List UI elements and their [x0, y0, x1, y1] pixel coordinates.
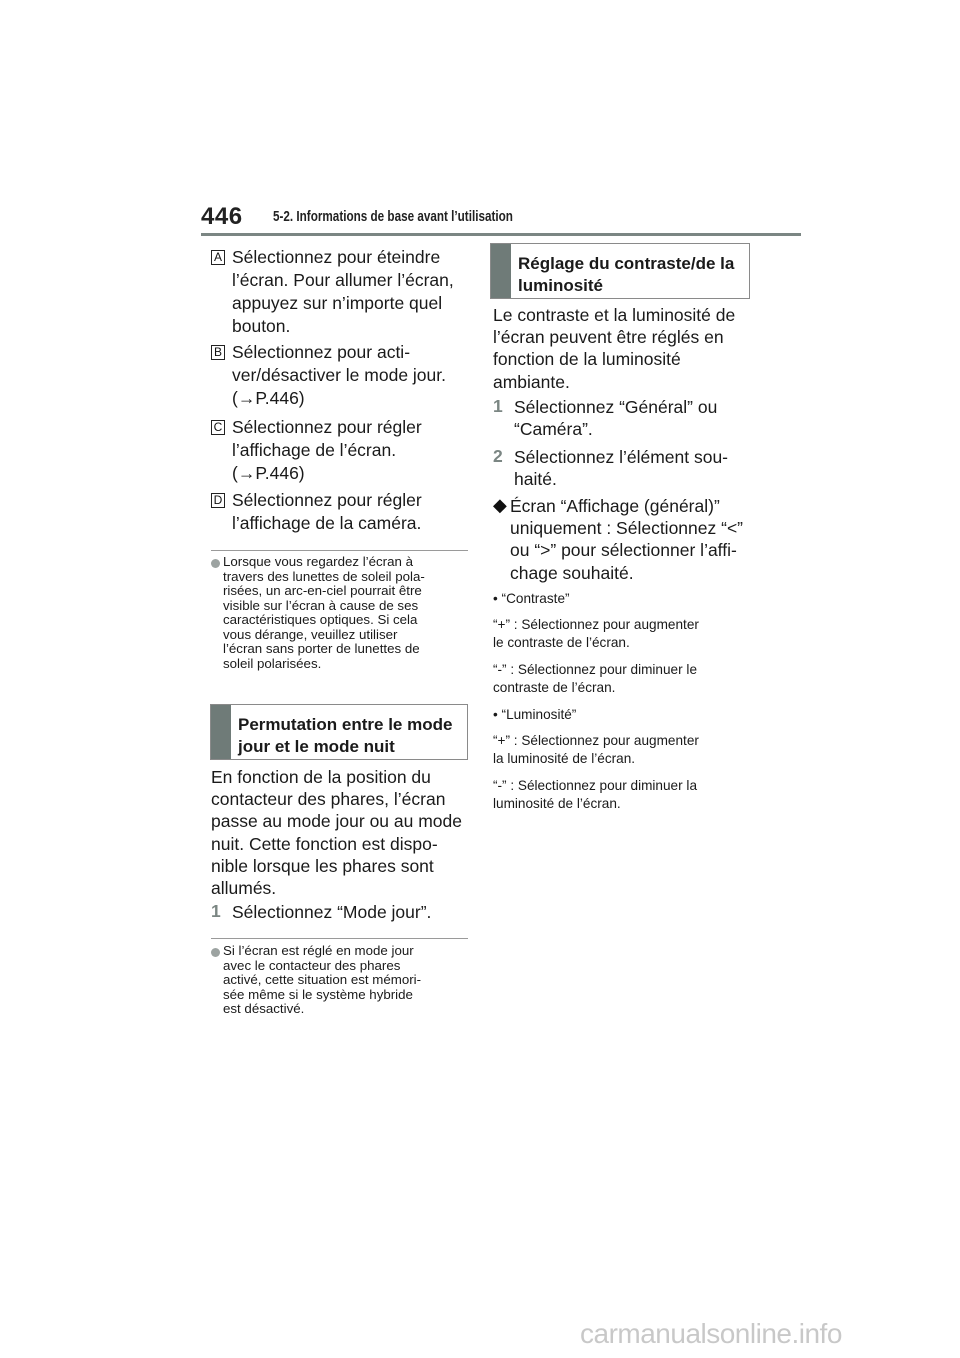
step-text [514, 446, 728, 490]
note-day-mode-memory [223, 944, 421, 1017]
luminosite-minus [493, 777, 697, 813]
note-line: visible sur l’écran à cause de ses [223, 597, 419, 613]
paragraph-line: l’écran peuvent être réglés en [493, 327, 724, 348]
paragraph-line: allumés. [211, 878, 277, 899]
step-line: haité. [514, 469, 557, 490]
item-a-line: l’écran. Pour allumer l’écran, [232, 270, 454, 290]
note-line: soleil polarisées. [223, 655, 322, 671]
section-heading-contrast [490, 243, 750, 299]
item-c-line: Sélectionnez pour régler [232, 417, 422, 437]
instruction-line: ou “>” pour sélectionner l’affi- [510, 540, 737, 561]
item-b-line: ver/désactiver le mode jour. [232, 365, 446, 385]
step-line: Sélectionnez l’élément sou- [514, 447, 729, 467]
header-rule [201, 233, 801, 236]
item-d-line: l’affichage de la caméra. [232, 513, 422, 533]
item-c-text [232, 416, 422, 485]
note-line: risées, un arc-en-ciel pourrait être [223, 583, 422, 598]
section-title: 5-2. Informations de base avant l’utilisation [273, 208, 513, 225]
note-divider [211, 938, 468, 939]
item-d-text [232, 489, 422, 535]
instruction-line: uniquement : Sélectionnez “<” [510, 518, 743, 539]
item-c-line: l’affichage de l’écran. [232, 440, 397, 460]
step-text [514, 396, 717, 440]
note-line: Lorsque vous regardez l’écran à [223, 554, 413, 569]
item-c-line: (→P.446) [232, 463, 305, 483]
item-a-line: appuyez sur n’importe quel [232, 293, 443, 313]
contraste-label: • “Contraste” [493, 591, 570, 606]
heading-accent-bar [491, 244, 511, 298]
luminosite-label: • “Luminosité” [493, 707, 577, 722]
contrast-paragraph [493, 304, 735, 393]
label-c-box: C [211, 420, 225, 435]
heading-line: Réglage du contraste/de la [518, 254, 735, 273]
contraste-plus-line: “+” : Sélectionnez pour augmenter [493, 617, 699, 632]
diamond-bullet-icon: ◆ [493, 495, 507, 515]
luminosite-plus-line: la luminosité de l’écran. [493, 751, 636, 766]
page-number: 446 [201, 203, 243, 230]
step-line: “Caméra”. [514, 419, 593, 440]
step-text: Sélectionnez “Mode jour”. [232, 902, 432, 922]
note-line: vous dérange, veuillez utiliser [223, 626, 398, 642]
item-a-line: bouton. [232, 316, 291, 336]
paragraph-line: nuit. Cette fonction est dispo- [211, 833, 438, 854]
step-line: Sélectionnez “Général” ou [514, 397, 718, 417]
label-b-box: B [211, 345, 225, 360]
instruction-line: Écran “Affichage (général)” [510, 496, 720, 516]
item-b-line: Sélectionnez pour acti- [232, 342, 411, 362]
instruction-line: chage souhaité. [510, 562, 634, 583]
heading-line: luminosité [518, 276, 604, 295]
note-line: activé, cette situation est mémori- [223, 972, 422, 987]
watermark: carmanualsonline.info [580, 1318, 842, 1349]
step-number: 1 [493, 396, 503, 416]
contraste-minus-line: contraste de l’écran. [493, 680, 616, 695]
contraste-plus [493, 616, 699, 652]
item-b-text [232, 341, 446, 410]
day-night-paragraph [211, 766, 462, 899]
note-polarized-glasses [223, 555, 425, 671]
item-a-text [232, 246, 454, 338]
note-line: avec le contacteur des phares [223, 957, 401, 973]
luminosite-plus [493, 732, 699, 768]
step-number: 2 [493, 446, 503, 466]
note-bullet-icon [211, 559, 220, 568]
note-line: travers des lunettes de soleil pola- [223, 568, 425, 584]
contraste-minus [493, 661, 697, 697]
note-divider [211, 550, 468, 551]
contraste-minus-line: “-” : Sélectionnez pour diminuer le [493, 662, 697, 677]
paragraph-line: contacteur des phares, l’écran [211, 789, 446, 810]
heading-accent-bar [211, 705, 231, 759]
paragraph-line: nible lorsque les phares sont [211, 855, 434, 876]
luminosite-plus-line: “+” : Sélectionnez pour augmenter [493, 733, 699, 748]
paragraph-line: fonction de la luminosité [493, 349, 681, 370]
contraste-plus-line: le contraste de l’écran. [493, 635, 630, 650]
paragraph-line: En fonction de la position du [211, 767, 431, 787]
paragraph-line: passe au mode jour ou au mode [211, 811, 462, 832]
note-bullet-icon [211, 948, 220, 957]
note-line: l’écran sans porter de lunettes de [223, 641, 420, 656]
paragraph-line: Le contraste et la luminosité de [493, 305, 736, 325]
section-heading-day-night [210, 704, 468, 760]
heading-text [238, 714, 452, 758]
note-line: Si l’écran est réglé en mode jour [223, 943, 414, 958]
item-a-line: Sélectionnez pour éteindre [232, 247, 441, 267]
display-general-instruction [510, 495, 743, 584]
luminosite-minus-line: “-” : Sélectionnez pour diminuer la [493, 778, 697, 793]
step-number: 1 [211, 901, 221, 921]
item-b-line: (→P.446) [232, 388, 305, 408]
note-line: caractéristiques optiques. Si cela [223, 612, 418, 627]
heading-line: Permutation entre le mode [238, 715, 453, 734]
label-a-box: A [211, 250, 225, 265]
heading-line: jour et le mode nuit [238, 737, 395, 756]
luminosite-minus-line: luminosité de l’écran. [493, 796, 621, 811]
note-line: est désactivé. [223, 1001, 305, 1016]
paragraph-line: ambiante. [493, 371, 570, 392]
item-d-line: Sélectionnez pour régler [232, 490, 422, 510]
heading-text [518, 253, 734, 297]
note-line: sée même si le système hybride [223, 986, 413, 1002]
label-d-box: D [211, 493, 225, 508]
